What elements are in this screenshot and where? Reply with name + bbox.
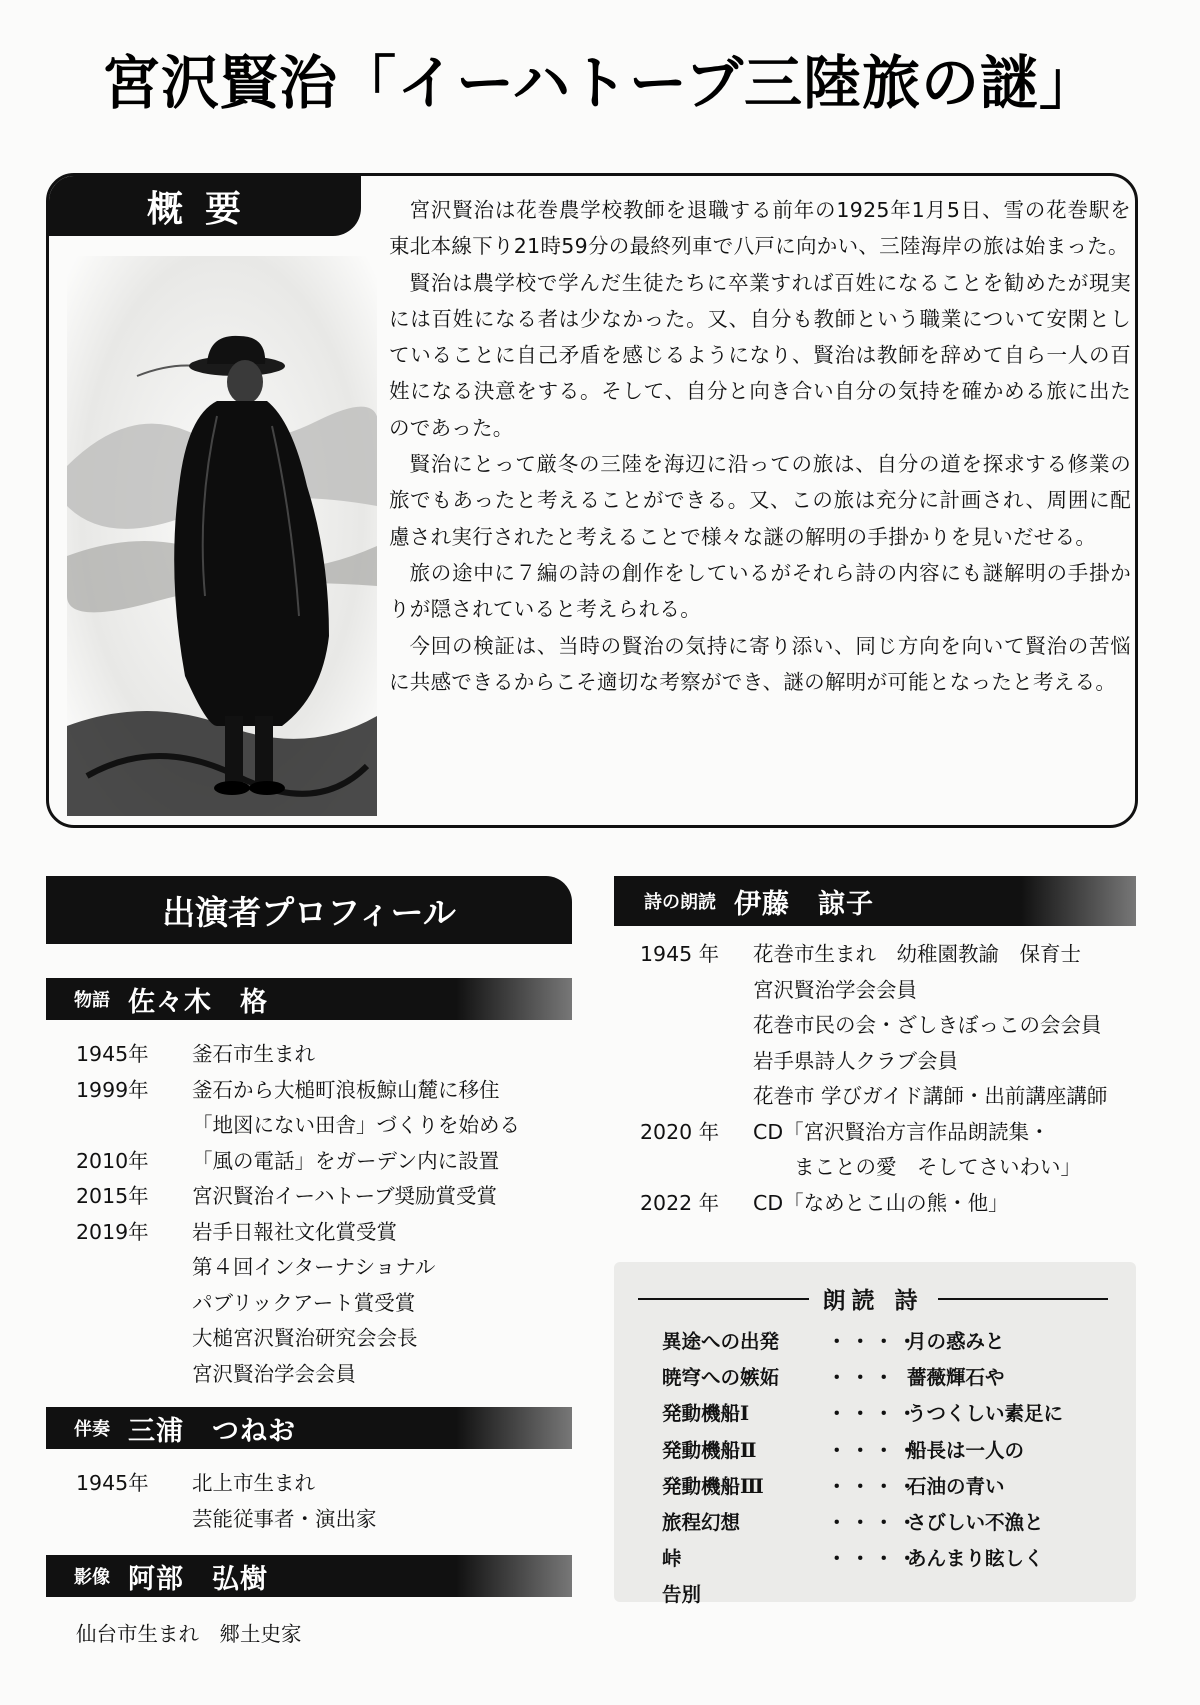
poem-title: 暁穹への嫉妬 — [662, 1366, 780, 1390]
poem-dots: ・・・・ — [827, 1438, 922, 1462]
poem-list — [662, 1322, 1112, 1612]
profile-row — [640, 1008, 1107, 1044]
profile-row — [76, 1321, 520, 1357]
profile-text: 花巻市民の会・ざしきぼっこの会会員 — [753, 1013, 1102, 1037]
profile-year: 2010年 — [76, 1148, 149, 1173]
profile-year — [76, 1357, 192, 1393]
profile-header: 出演者プロフィール — [46, 876, 572, 944]
performer-role: 物語 — [74, 990, 110, 1011]
performer-name: 阿部 弘樹 — [128, 1563, 268, 1595]
profile-year: 1945 年 — [640, 942, 720, 966]
poem-first-line: 石油の青い — [907, 1474, 1005, 1498]
poem-first-line: あんまり眩しく — [907, 1547, 1044, 1571]
performer-role: 伴奏 — [74, 1419, 110, 1440]
profile-text: CD「宮沢賢治方言作品朗読集・ — [753, 1119, 1050, 1144]
poem-title: 峠 — [662, 1547, 682, 1571]
poem-title: 発動機船Ⅱ — [662, 1438, 757, 1462]
poem-item — [662, 1575, 1112, 1611]
profile-year: 2019年 — [76, 1219, 149, 1244]
profile-text: 岩手日報社文化賞受賞 — [192, 1219, 397, 1244]
performer-role: 詩の朗読 — [644, 892, 716, 913]
poem-dots: ・・・・ — [827, 1547, 922, 1571]
profile-year: 2022 年 — [640, 1190, 720, 1215]
profile-text: 花巻市生まれ 幼稚園教諭 保育士 — [753, 942, 1081, 966]
divider — [638, 1298, 809, 1300]
poem-first-line: うつくしい素足に — [907, 1402, 1064, 1426]
profile-year: 2020 年 — [640, 1119, 720, 1144]
profile-text: 「風の電話」をガーデン内に設置 — [192, 1148, 500, 1173]
poem-dots: ・・・・ — [827, 1330, 922, 1354]
profile-text: 芸能従事者・演出家 — [192, 1506, 377, 1531]
poem-title: 告別 — [662, 1583, 702, 1607]
profile-row — [76, 1286, 520, 1322]
profile-year — [76, 1250, 192, 1286]
performer-name: 三浦 つねお — [128, 1415, 296, 1447]
portrait-illustration — [67, 256, 377, 816]
profile-row — [76, 1215, 520, 1251]
profile-text: 北上市生まれ — [192, 1471, 315, 1495]
profile-text: 宮沢賢治学会会員 — [192, 1361, 356, 1386]
poem-first-line: 薔薇輝石や — [907, 1366, 1005, 1390]
poem-item — [662, 1431, 1112, 1467]
profile-text: 第４回インターナショナル — [192, 1255, 436, 1279]
profile-text: 釜石から大槌町浪板鯨山麓に移住 — [192, 1077, 500, 1102]
profile-year: 1945年 — [76, 1042, 149, 1066]
profile-row — [640, 973, 1107, 1009]
poem-first-line: さびしい不漁と — [907, 1511, 1044, 1535]
overview-paragraph: 旅の途中に７編の詩の創作をしているがそれら詩の内容にも謎解明の手掛かりが隠されていると考えられる。 — [389, 560, 1131, 622]
profile-row — [640, 1079, 1107, 1115]
poem-title: 発動機船Ⅰ — [662, 1402, 750, 1426]
performer-name: 佐々木 格 — [128, 986, 268, 1018]
profile-year — [640, 1008, 753, 1044]
poem-dots: ・・・・ — [827, 1402, 922, 1426]
profile-year — [640, 973, 753, 1009]
profile-row — [76, 1250, 520, 1286]
profile-text: 花巻市 学びガイド講師・出前講座講師 — [753, 1084, 1108, 1108]
profile-text: CD「なめとこ山の熊・他」 — [753, 1190, 1009, 1215]
profile-year — [76, 1321, 192, 1357]
profile-year: 1999年 — [76, 1077, 149, 1102]
profile-year — [640, 1044, 753, 1080]
poem-title: 旅程幻想 — [662, 1511, 741, 1535]
profile-year — [76, 1108, 192, 1144]
profile-text: まことの愛 そしてさいわい」 — [753, 1155, 1081, 1179]
performer-bar-sasaki — [46, 978, 572, 1020]
poem-item — [662, 1503, 1112, 1539]
poem-item — [662, 1322, 1112, 1358]
profile-row — [640, 1115, 1107, 1151]
profile-list-miura — [76, 1466, 377, 1537]
profile-row — [76, 1073, 520, 1109]
performer-bar-miura — [46, 1407, 572, 1449]
poem-item — [662, 1467, 1112, 1503]
poem-dots: ・・・ — [827, 1366, 898, 1390]
profile-text-abe: 仙台市生まれ 郷土史家 — [76, 1622, 302, 1646]
profile-year — [76, 1502, 192, 1538]
poem-first-line: 船長は一人の — [907, 1438, 1025, 1462]
profile-row — [76, 1144, 520, 1180]
poem-first-line: 月の惑みと — [907, 1330, 1005, 1354]
profile-text: 「地図にない田舎」づくりを始める — [192, 1113, 520, 1137]
poem-item — [662, 1358, 1112, 1394]
profile-text: 大槌宮沢賢治研究会会長 — [192, 1326, 418, 1350]
divider — [938, 1298, 1109, 1300]
profile-row — [640, 1044, 1107, 1080]
profile-list-ito — [640, 937, 1107, 1221]
profile-year — [640, 1150, 753, 1186]
poems-header — [638, 1282, 1108, 1315]
profile-row — [76, 1108, 520, 1144]
profile-row — [640, 937, 1107, 973]
poem-item — [662, 1539, 1112, 1575]
poems-box — [614, 1262, 1136, 1607]
profile-row — [76, 1179, 520, 1215]
performer-role: 影像 — [74, 1567, 110, 1588]
profile-row — [640, 1186, 1107, 1222]
poems-title: 朗読 詩 — [822, 1287, 924, 1314]
poem-item — [662, 1394, 1112, 1430]
profile-year: 2015年 — [76, 1184, 149, 1208]
profile-year: 1945年 — [76, 1471, 149, 1495]
performer-name: 伊藤 諒子 — [734, 888, 874, 920]
poem-title: 発動機船Ⅲ — [662, 1474, 764, 1498]
overview-paragraph: 宮沢賢治は花巻農学校教師を退職する前年の1925年1月5日、雪の花巻駅を東北本線下り21時59分の最終列車で八戸に向かい、三陸海岸の旅は始まった。 — [389, 198, 1131, 259]
overview-paragraph: 賢治は農学校で学んだ生徒たちに卒業すれば百姓になることを勧めたが現実には百姓になる者は少なかった。又、自分も教師という職業について安閑としていることに自己矛盾を感じるようになり、賢治は教師を辞めて自ら一人の百姓になる決意をする。そして、自分と向き合い自分の気持を確かめる旅に出たのであった。 — [389, 270, 1131, 440]
profile-text: 宮沢賢治学会会員 — [753, 977, 917, 1002]
poem-title: 異途への出発 — [662, 1330, 780, 1354]
profile-row — [76, 1037, 520, 1073]
performer-bar-ito — [614, 876, 1136, 926]
profile-row — [76, 1357, 520, 1393]
profile-row — [76, 1466, 377, 1502]
overview-text — [389, 192, 1131, 700]
profile-text: 宮沢賢治イーハトーブ奨励賞受賞 — [192, 1184, 498, 1208]
page-title: 宮沢賢治「イーハトーブ三陸旅の謎」 — [101, 49, 1099, 117]
profile-year — [640, 1079, 753, 1115]
poem-dots: ・・・・ — [827, 1511, 922, 1535]
overview-label: 概要 — [49, 176, 361, 236]
profile-text: 釜石市生まれ — [192, 1042, 315, 1066]
overview-box — [46, 173, 1138, 828]
profile-row — [640, 1150, 1107, 1186]
overview-paragraph: 賢治にとって厳冬の三陸を海辺に沿っての旅は、自分の道を探求する修業の旅でもあったと考えることができる。又、この旅は充分に計画され、周囲に配慮され実行されたと考えることで様々な謎の解明の手掛かりを見いだせる。 — [389, 452, 1131, 549]
profile-text: パブリックアート賞受賞 — [192, 1290, 416, 1315]
overview-paragraph: 今回の検証は、当時の賢治の気持に寄り添い、同じ方向を向いて賢治の苦悩に共感できるからこそ適切な考察ができ、謎の解明が可能となったと考える。 — [389, 633, 1131, 694]
poem-dots: ・・・・ — [827, 1474, 922, 1498]
profile-text: 岩手県詩人クラブ会員 — [753, 1048, 958, 1073]
profile-row — [76, 1502, 377, 1538]
performer-bar-abe — [46, 1555, 572, 1597]
profile-year — [76, 1286, 192, 1322]
profile-list-sasaki — [76, 1037, 520, 1392]
